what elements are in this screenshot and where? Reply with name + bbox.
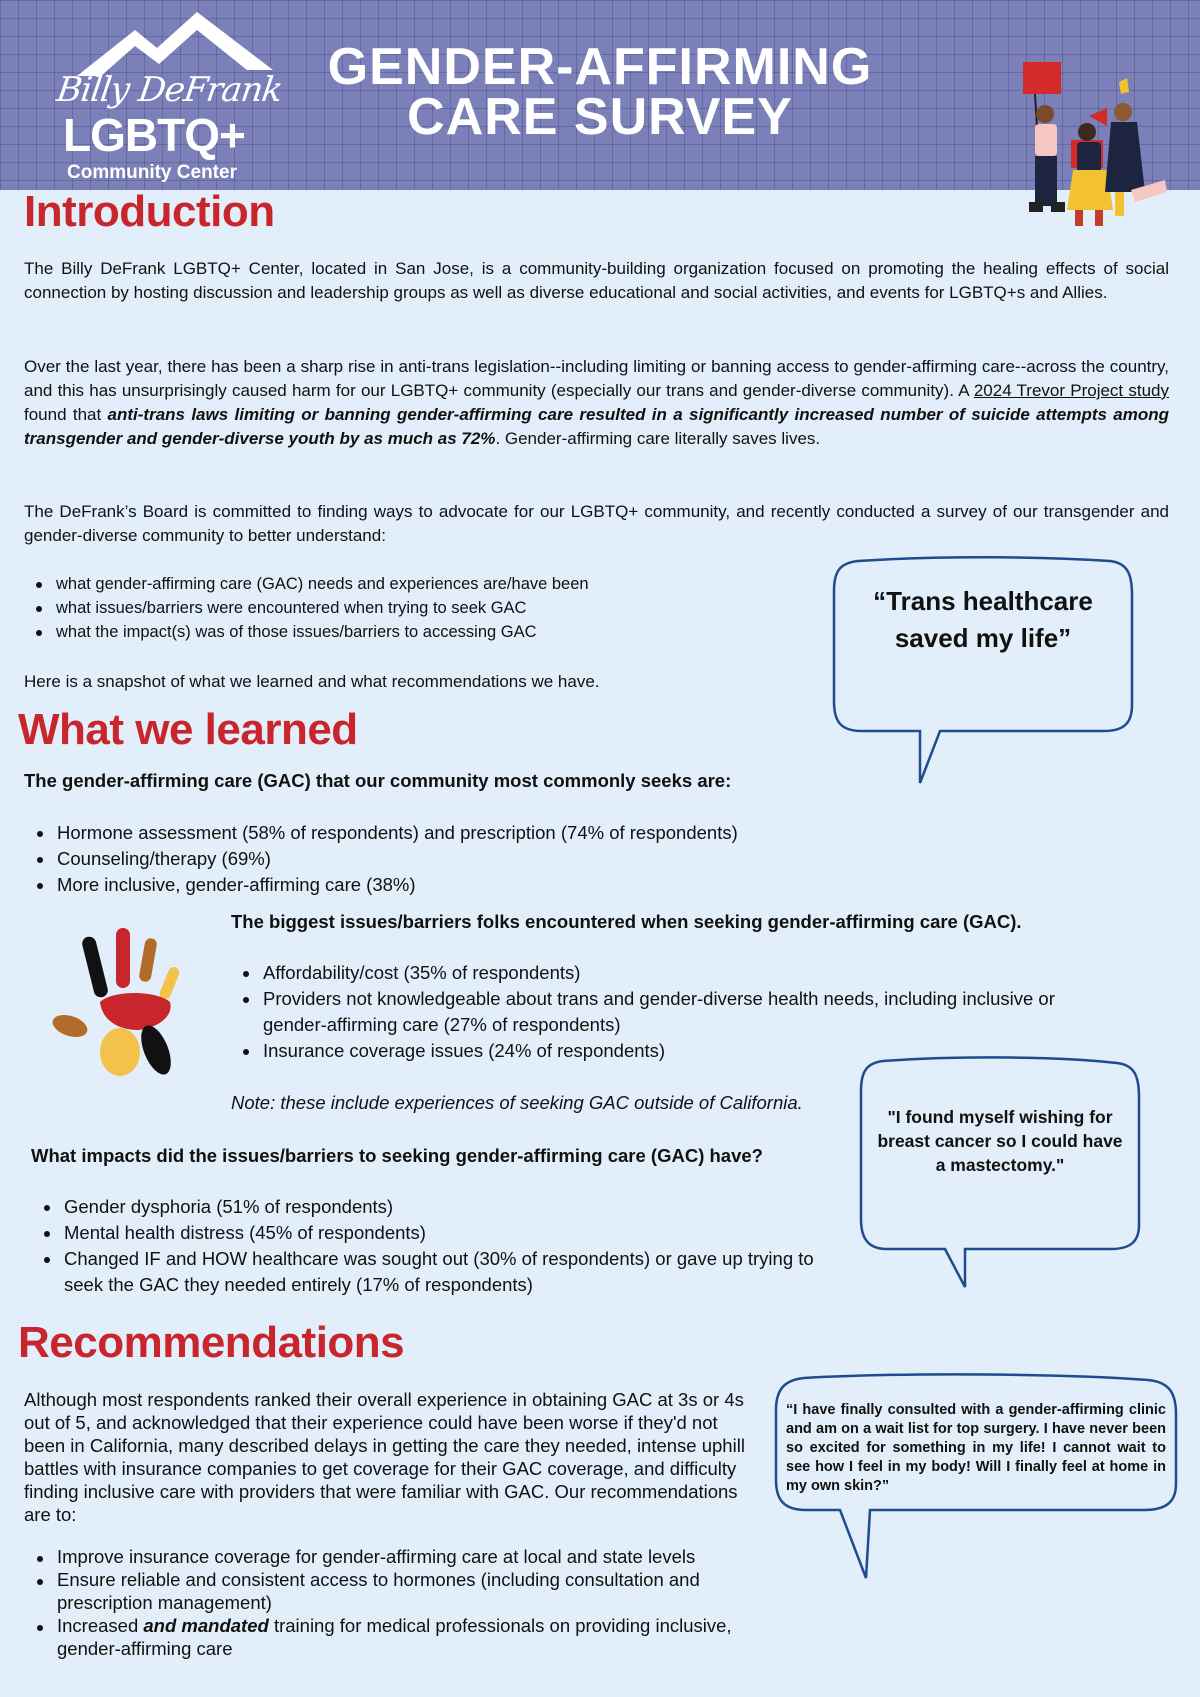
intro-paragraph-1: The Billy DeFrank LGBTQ+ Center, located in San Jose, is a community-building organization focused on promoting the healing effects of social connection by hosting discussion and leadership groups as well as diverse educational and social activities, and events for LGBTQ+s and Allies. <box>24 259 1169 302</box>
quote-2-text: "I found myself wishing for breast cancer so I could have a mastectomy." <box>877 1107 1123 1175</box>
list-item: Gender dysphoria (51% of respondents) <box>34 1194 824 1220</box>
title-line-1: GENDER-AFFIRMING <box>327 38 873 96</box>
recommendations-heading: Recommendations <box>18 1318 405 1367</box>
intro-p2-start: Over the last year, there has been a sharp rise in anti-trans legislation--including limiting or banning access to gender-affirming care--across the country, and this has unsurprisingly caused harm for our LGBTQ+ community (especially our trans and gender-diverse community). A <box>24 357 1169 400</box>
list-item: More inclusive, gender-affirming care (38%) <box>27 872 827 898</box>
introduction-heading: Introduction <box>24 187 275 236</box>
list-item: Providers not knowledgeable about trans and gender-diverse health needs, including inclusive or gender-affirming care (27% of respondents) <box>233 986 1123 1038</box>
list-item: Ensure reliable and consistent access to hormones (including consultation and prescription management) <box>27 1568 767 1614</box>
learned-note: Note: these include experiences of seeking GAC outside of California. <box>231 1092 803 1113</box>
mountain-logo-icon <box>75 8 275 78</box>
list-item: Changed IF and HOW healthcare was sought out (30% of respondents) or gave up trying to seek the GAC they needed entirely (17% of respondents) <box>34 1246 824 1298</box>
logo-script-text: Billy DeFrank <box>54 70 285 110</box>
quote-1-text: “Trans healthcare saved my life” <box>873 586 1093 653</box>
rec-item3-emphasis: and mandated <box>143 1615 269 1636</box>
logo-main-text: LGBTQ+ <box>63 109 245 161</box>
list-item: what issues/barriers were encountered when trying to seek GAC <box>26 596 786 620</box>
title-line-2: CARE SURVEY <box>407 88 793 146</box>
intro-paragraph-3: The DeFrank’s Board is committed to finding ways to advocate for our LGBTQ+ community, and recently conducted a survey of our transgender and gender-diverse community to better understand: <box>24 502 1169 545</box>
page-title <box>300 38 900 146</box>
learned-subhead-3: What impacts did the issues/barriers to seeking gender-affirming care (GAC) have? <box>31 1145 763 1166</box>
quote-bubble-1 <box>828 555 1138 790</box>
list-item: Insurance coverage issues (24% of respondents) <box>233 1038 1123 1064</box>
logo-sub-text: Community Center <box>67 162 237 183</box>
learned-subhead-2: The biggest issues/barriers folks encountered when seeking gender-affirming care (GAC). <box>231 911 1022 932</box>
intro-p2-mid: found that <box>24 405 108 424</box>
list-item <box>27 1614 767 1660</box>
learned-subhead-1: The gender-affirming care (GAC) that our community most commonly seeks are: <box>24 770 732 791</box>
intro-paragraph-4: Here is a snapshot of what we learned and what recommendations we have. <box>24 672 600 691</box>
learned-list-3 <box>34 1194 824 1298</box>
recommendations-paragraph: Although most respondents ranked their overall experience in obtaining GAC at 3s or 4s out of 5, and acknowledged that their experience could have been worse if they'd not been in California, many described delays in getting the care they needed, intense uphill battles with insurance companies to get coverage for their GAC coverage, and difficulty finding inclusive care with providers that were familiar with GAC. Our recommendations are to: <box>24 1389 745 1525</box>
list-item: Affordability/cost (35% of respondents) <box>233 960 1123 986</box>
protest-illustration-icon <box>1015 52 1175 252</box>
list-item: Counseling/therapy (69%) <box>27 846 827 872</box>
recommendations-list <box>27 1545 767 1660</box>
rec-item3-start: Increased <box>57 1615 144 1636</box>
center-logo <box>54 8 295 183</box>
learned-list-1 <box>27 820 827 898</box>
list-item: what gender-affirming care (GAC) needs and experiences are/have been <box>26 572 786 596</box>
intro-p2-emphasis: anti-trans laws limiting or banning gender-affirming care resulted in a significantly increased number of suicide attempts among transgender and gender-diverse youth by as much as 72% <box>24 405 1170 448</box>
list-item: Hormone assessment (58% of respondents) and prescription (74% of respondents) <box>27 820 827 846</box>
list-item: what the impact(s) was of those issues/barriers to accessing GAC <box>26 620 786 644</box>
intro-p2-end: . Gender-affirming care literally saves lives. <box>495 429 821 448</box>
list-item: Improve insurance coverage for gender-affirming care at local and state levels <box>27 1545 767 1568</box>
quote-bubble-2 <box>855 1055 1145 1290</box>
learned-list-2 <box>233 960 1123 1064</box>
intro-bullet-list <box>26 572 786 644</box>
learned-heading: What we learned <box>18 705 358 754</box>
handprint-icon <box>48 920 198 1090</box>
quote-bubble-3 <box>770 1372 1182 1582</box>
trevor-project-link[interactable]: 2024 Trevor Project study <box>973 381 1169 400</box>
intro-paragraph-2 <box>24 355 1169 451</box>
list-item: Mental health distress (45% of respondents) <box>34 1220 824 1246</box>
rec-item3-end: training for medical professionals on providing inclusive, gender-affirming care <box>57 1615 732 1659</box>
quote-3-text: “I have finally consulted with a gender-affirming clinic and am on a wait list for top surgery. I have never been so excited for something in my life! I cannot wait to see how I feel in my body! Will I finally feel at home in my own skin?” <box>786 1402 1166 1494</box>
